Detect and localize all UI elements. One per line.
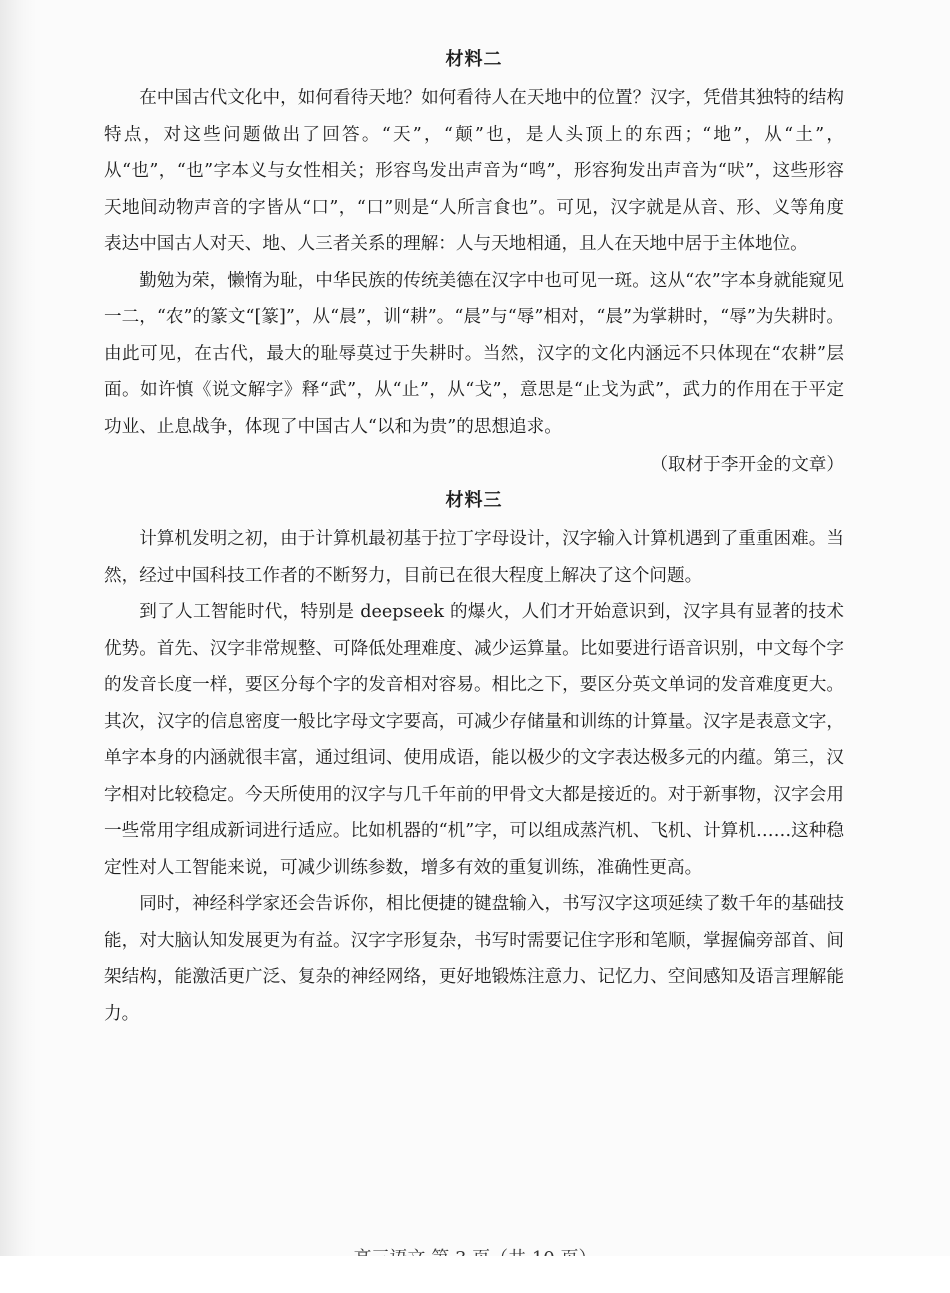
material3-paragraph-1: 计算机发明之初，由于计算机最初基于拉丁字母设计，汉字输入计算机遇到了重重困难。当然，经过中国科技工作者的不断努力，目前已在很大程度上解决了这个问题。	[104, 529, 844, 586]
material3-paragraph-2: 到了人工智能时代，特别是 deepseek 的爆火，人们才开始意识到，汉字具有显著的技术优势。首先、汉字非常规整、可降低处理难度、减少运算量。比如要进行语音识别，中文每个字的发音长度一样，要区分每个字的发音相对容易。相比之下，要区分英文单词的发音难度更大。其次，汉字的信息密度一般比字母文字要高，可减少存储量和训练的计算量。汉字是表意文字，单字本身的内涵就很丰富，通过组词、使用成语，能以极少的文字表达极多元的内蕴。第三，汉字相对比较稳定。今天所使用的汉字与几千年前的甲骨文大都是接近的。对于新事物，汉字会用一些常用字组成新词进行适应。比如机器的“机”字，可以组成蒸汽机、飞机、计算机……这种稳定性对人工智能来说，可减少训练参数，增多有效的重复训练，准确性更高。	[104, 602, 844, 878]
page-bottom-margin	[0, 1256, 950, 1293]
material3-heading: 材料三	[445, 490, 503, 511]
material2-paragraph-2: 勤勉为荣，懒惰为耻，中华民族的传统美德在汉字中也可见一斑。这从“农”字本身就能窥见一二，“农”的篆文“[篆]”，从“晨”，训“耕”。“晨”与“辱”相对，“晨”为掌耕时，“辱”为失耕时。由此可见，在古代，最大的耻辱莫过于失耕时。当然，汉字的文化内涵远不只体现在“农耕”层面。如许慎《说文解字》释“武”，从“止”，从“戈”，意思是“止戈为武”，武力的作用在于平定功业、止息战争，体现了中国古人“以和为贵”的思想追求。	[104, 270, 844, 437]
material2-source: （取材于李开金的文章）	[650, 455, 844, 475]
material2-heading: 材料二	[445, 49, 503, 70]
page-shadow-edge	[0, 0, 36, 1293]
material3-paragraph-3: 同时，神经科学家还会告诉你，相比便捷的键盘输入，书写汉字这项延续了数千年的基础技能，对大脑认知发展更为有益。汉字字形复杂，书写时需要记住字形和笔顺，掌握偏旁部首、间架结构，能激活更广泛、复杂的神经网络，更好地锻炼注意力、记忆力、空间感知及语言理解能力。	[104, 894, 844, 1024]
material2-paragraph-1: 在中国古代文化中，如何看待天地？如何看待人在天地中的位置？汉字，凭借其独特的结构特点，对这些问题做出了回答。“天”，“颠”也，是人头顶上的东西；“地”，从“土”，从“也”，“也”字本义与女性相关；形容鸟发出声音为“鸣”，形容狗发出声音为“吠”，这些形容天地间动物声音的字皆从“口”，“口”则是“人所言食也”。可见，汉字就是从音、形、义等角度表达中国古人对天、地、人三者关系的理解：人与天地相通，且人在天地中居于主体地位。	[104, 88, 844, 254]
page-content	[104, 44, 844, 1032]
